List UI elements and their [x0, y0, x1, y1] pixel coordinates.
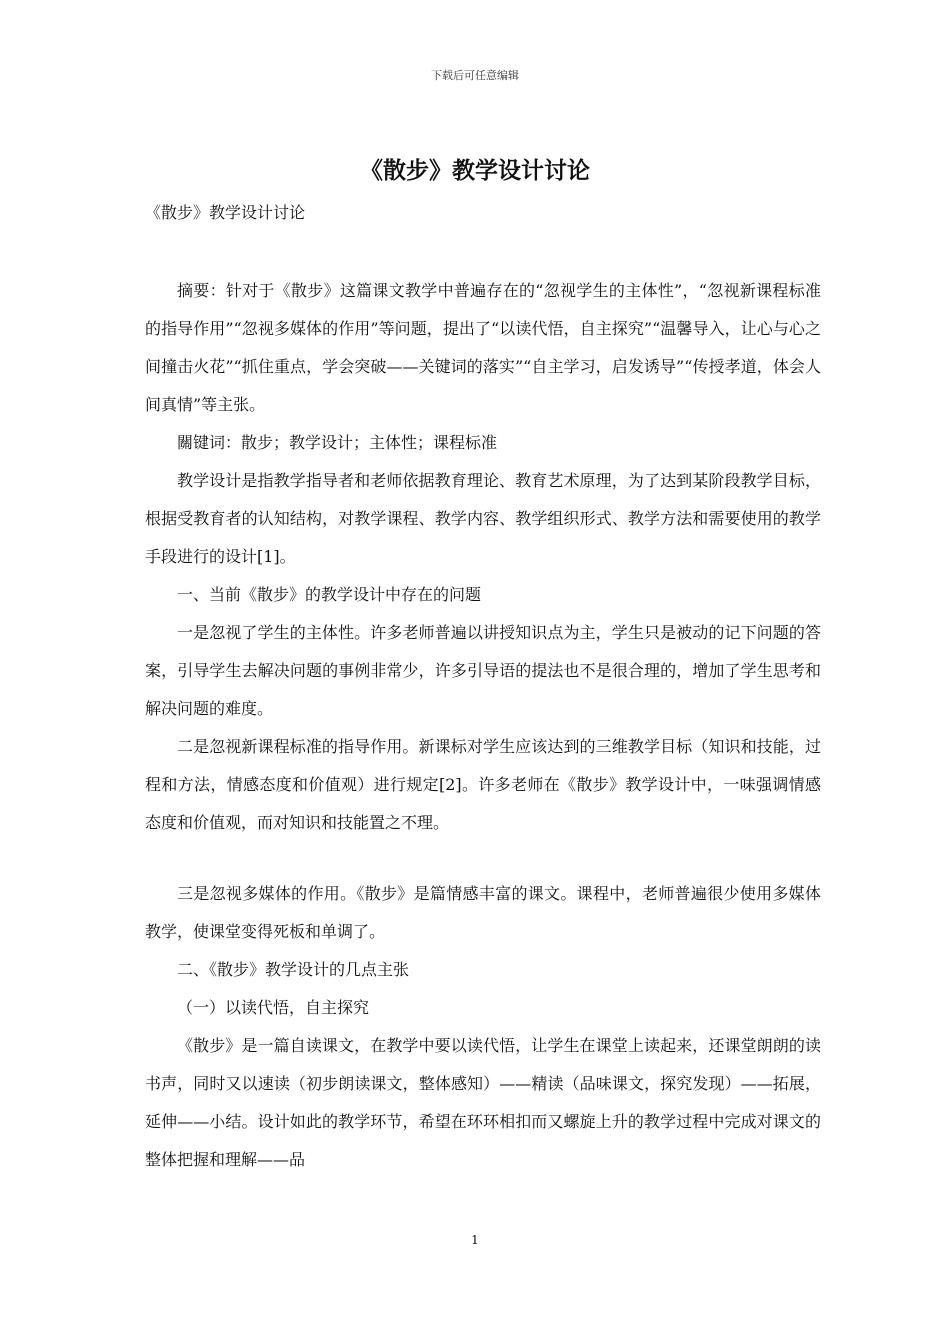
- keywords-paragraph: 關键词：散步；教学设计；主体性；课程标准: [177, 433, 498, 452]
- section-heading: 一、当前《散步》的教学设计中存在的问题: [177, 585, 482, 604]
- body-paragraph: 教学设计是指教学指导者和老师依据教育理论、教育艺术原理，为了达到某阶段教学目标，根据受教育者的认知结构，对教学课程、教学内容、教学组织形式、教学方法和需要使用的教学手段进行的设计[1]。: [145, 471, 821, 566]
- document-title: 《散步》教学设计讨论: [360, 157, 590, 184]
- abstract-paragraph: 摘要：针对于《散步》这篇课文教学中普遍存在的“忽视学生的主体性”，“忽视新课程标准的指导作用”“忽视多媒体的作用”等问题，提出了“以读代悟，自主探究”“温馨导入，让心与心之间撞击火花”“抓住重点，学会突破——关键词的落实”“自主学习，启发诱导”“传授孝道，体会人间真情”等主张。: [145, 281, 821, 414]
- document-body: [145, 272, 821, 1179]
- body-paragraph: 三是忽视多媒体的作用。《散步》是篇情感丰富的课文。课程中，老师普遍很少使用多媒体教学，使课堂变得死板和单调了。: [145, 884, 821, 941]
- subsection-heading: （一）以读代悟，自主探究: [177, 998, 370, 1017]
- page-number: 1: [471, 1233, 479, 1247]
- body-paragraph: 一是忽视了学生的主体性。许多老师普遍以讲授知识点为主，学生只是被动的记下问题的答案，引导学生去解决问题的事例非常少，许多引导语的提法也不是很合理的，增加了学生思考和解决问题的难度。: [145, 623, 821, 718]
- section-heading: 二、《散步》教学设计的几点主张: [177, 960, 410, 979]
- document-subtitle: 《散步》教学设计讨论: [145, 203, 306, 222]
- page-header: 下载后可任意编辑: [431, 69, 519, 82]
- body-paragraph: 《散步》是一篇自读课文，在教学中要以读代悟，让学生在课堂上读起来，还课堂朗朗的读书声，同时又以速读（初步朗读课文，整体感知）——精读（品味课文，探究发现）——拓展，延伸——小结。设计如此的教学环节，希望在环环相扣而又螺旋上升的教学过程中完成对课文的整体把握和理解——品: [145, 1036, 821, 1169]
- body-paragraph: 二是忽视新课程标准的指导作用。新课标对学生应该达到的三维教学目标（知识和技能，过程和方法，情感态度和价值观）进行规定[2]。许多老师在《散步》教学设计中，一味强调情感态度和价值观，而对知识和技能置之不理。: [145, 737, 821, 832]
